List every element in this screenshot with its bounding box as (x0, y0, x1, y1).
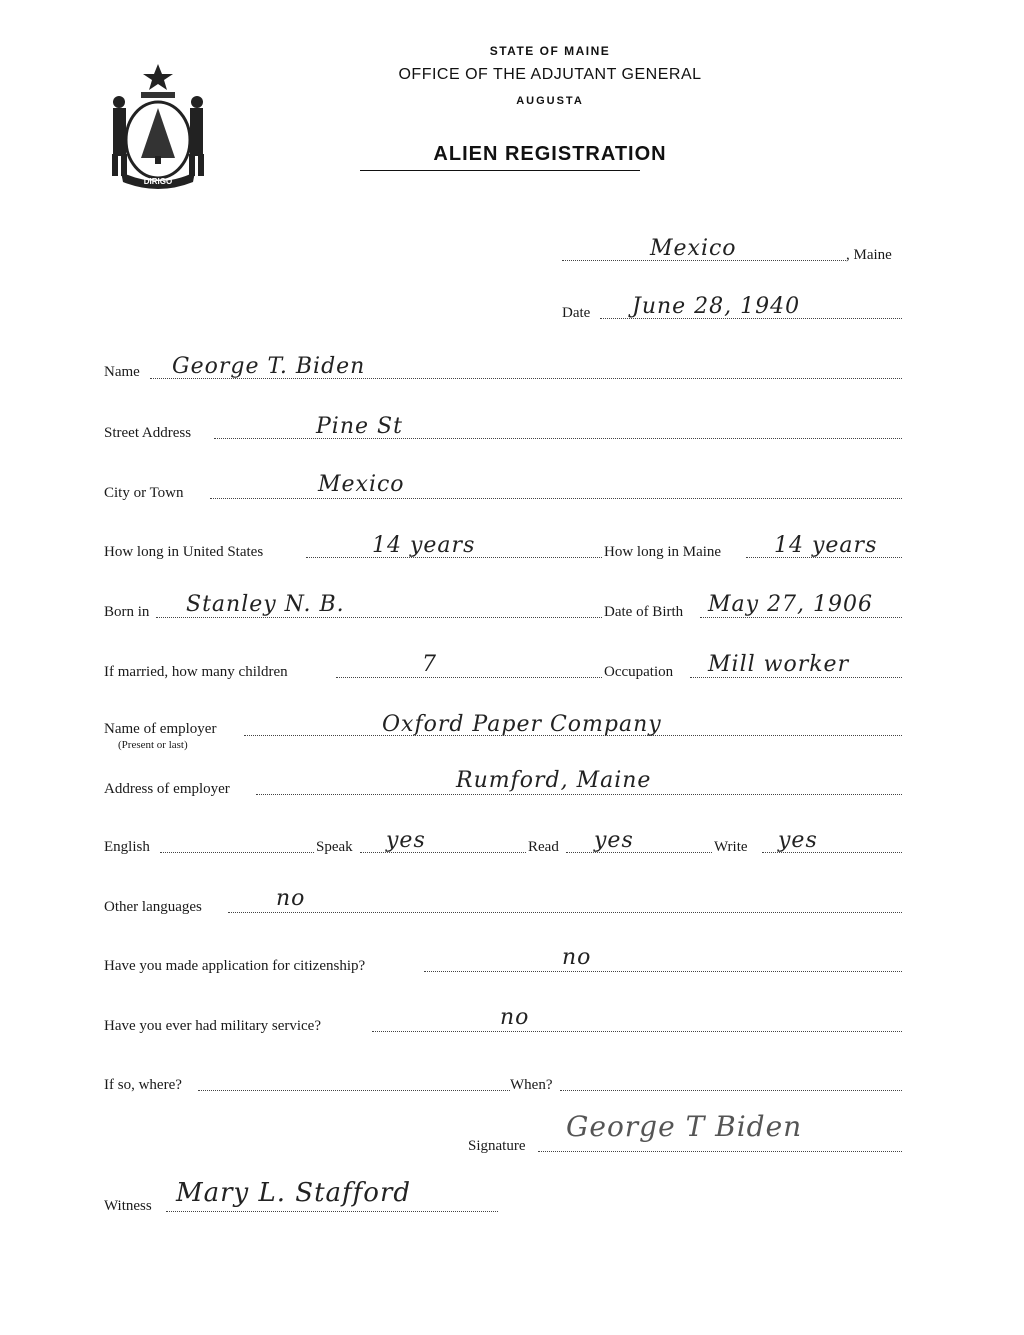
speak-label: Speak (316, 839, 353, 855)
born-in-value: Stanley N. B. (186, 592, 345, 617)
employer-sublabel: (Present or last) (118, 739, 188, 751)
signature-label: Signature (468, 1138, 526, 1154)
write-label: Write (714, 839, 748, 855)
where-label: If so, where? (104, 1077, 182, 1093)
witness-label: Witness (104, 1198, 152, 1214)
header-state: STATE OF MAINE (489, 44, 611, 58)
other-languages-value: no (276, 886, 306, 911)
employer-value: Oxford Paper Company (382, 712, 662, 737)
read-label: Read (528, 839, 559, 855)
form-title: ALIEN REGISTRATION (433, 143, 667, 165)
header-office: OFFICE OF THE ADJUTANT GENERAL (398, 66, 702, 83)
signature-value: George T Biden (566, 1110, 803, 1143)
maine-state-seal-icon (103, 60, 213, 190)
employer-address-label: Address of employer (104, 781, 230, 797)
dob-label: Date of Birth (604, 604, 684, 620)
read-value: yes (594, 828, 634, 853)
city-label: City or Town (104, 485, 184, 501)
date-value: June 28, 1940 (632, 294, 801, 319)
city-value: Mexico (318, 472, 405, 497)
citizenship-label: Have you made application for citizenship? (104, 958, 366, 974)
occupation-line (690, 677, 902, 678)
witness-line (166, 1211, 498, 1212)
street-label: Street Address (104, 425, 192, 441)
citizenship-line (424, 971, 902, 972)
employer-label: Name of employer (104, 721, 217, 737)
dob-line (700, 617, 902, 618)
other-languages-label: Other languages (104, 899, 202, 915)
town-value: Mexico (650, 236, 737, 261)
header-city: AUGUSTA (516, 95, 584, 107)
other-languages-line (228, 912, 902, 913)
speak-line (360, 852, 526, 853)
where-line (198, 1090, 510, 1091)
born-in-line (156, 617, 602, 618)
name-label: Name (104, 364, 140, 380)
employer-address-line (256, 794, 902, 795)
born-in-label: Born in (104, 604, 150, 620)
military-label: Have you ever had military service? (104, 1018, 321, 1034)
seal-motto: DIRIGO (143, 177, 173, 186)
long-us-label: How long in United States (104, 544, 264, 560)
signature-line (538, 1151, 902, 1152)
children-value: 7 (422, 652, 437, 677)
occupation-value: Mill worker (708, 652, 850, 677)
read-line (566, 852, 712, 853)
dob-value: May 27, 1906 (708, 592, 874, 617)
children-label: If married, how many children (104, 664, 288, 680)
long-maine-value: 14 years (774, 533, 878, 558)
name-value: George T. Biden (172, 354, 366, 379)
english-line (160, 852, 314, 853)
when-label: When? (510, 1077, 553, 1093)
employer-address-value: Rumford, Maine (456, 768, 652, 793)
english-label: English (104, 839, 150, 855)
title-underline (360, 170, 640, 171)
street-value: Pine St (316, 414, 403, 439)
long-us-value: 14 years (372, 533, 476, 558)
speak-value: yes (386, 828, 426, 853)
write-value: yes (778, 828, 818, 853)
witness-value: Mary L. Stafford (176, 1178, 412, 1208)
children-line (336, 677, 602, 678)
citizenship-value: no (562, 945, 592, 970)
military-value: no (500, 1005, 530, 1030)
maine-label: , Maine (846, 247, 892, 263)
occupation-label: Occupation (604, 664, 674, 680)
military-line (372, 1031, 902, 1032)
long-maine-label: How long in Maine (604, 544, 722, 560)
when-line (560, 1090, 902, 1091)
city-line (210, 498, 902, 499)
date-label: Date (562, 305, 591, 321)
